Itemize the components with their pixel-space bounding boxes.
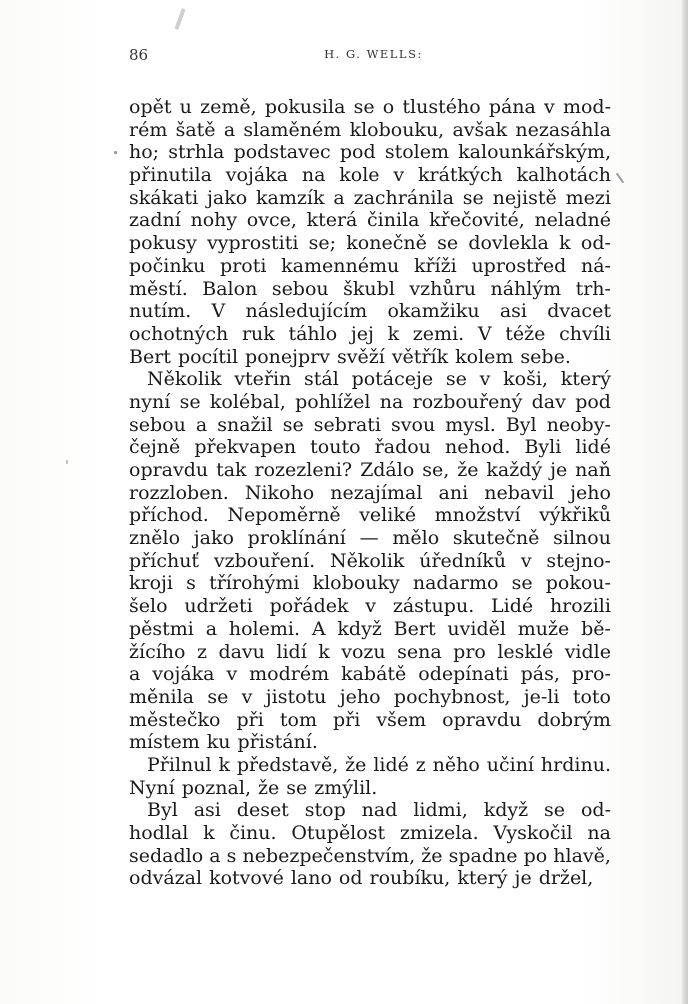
ink-speck: [114, 151, 117, 154]
text-line: přinutila vojáka na kole v krátkých kalhotách: [129, 164, 611, 187]
text-line: pěstmi a holemi. A když Bert uviděl muže bě-: [129, 617, 611, 640]
text-line: Bert pocítil ponejprv svěží větřík kolem sebe.: [129, 345, 571, 368]
page-number: 86: [129, 46, 149, 64]
text-line: nyní se kolébal, pohlížel na rozbouřený dav pod: [129, 390, 611, 413]
text-line: sedadlo a s nebezpečenstvím, že spadne po hlavě,: [129, 844, 611, 867]
text-line: opravdu tak rozezleni? Zdálo se, že každý je naň: [129, 459, 611, 481]
text-line: a vojáka v modrém kabátě odepínati pás, pro-: [129, 663, 611, 686]
text-line: Nyní poznal, že se zmýlil.: [129, 776, 378, 799]
text-line: příchod. Nepoměrně veliké množství výkřiků: [129, 504, 611, 527]
text-line: ho; strhla podstavec pod stolem kalounkářským,: [129, 141, 611, 164]
ink-speck: [66, 460, 68, 464]
text-line: městečko při tom při všem opravdu dobrým: [129, 708, 611, 731]
text-line: měnila se v jistotu jeho pochybnost, je-li toto: [129, 685, 611, 708]
text-line: odvázal kotvové lano od roubíku, který je držel,: [129, 867, 594, 890]
page-header: [129, 46, 618, 66]
text-line: počinku proti kamennému kříži uprostřed ná-: [129, 254, 611, 277]
text-line: rozzloben. Nikoho nezajímal ani nebavil jeho: [129, 481, 611, 504]
text-line: ochotných ruk táhlo jej k zemi. V téže chvíli: [129, 322, 611, 345]
text-line: hodlal k činu. Otupělost zmizela. Vyskočil na: [129, 822, 611, 844]
text-line: skákati jako kamzík a zachránila se nejistě mezi: [129, 186, 611, 209]
text-line: žícího z davu lidí k vozu sena pro lesklé vidle: [129, 640, 611, 663]
text-line: Několik vteřin stál potáceje se v koši, který: [147, 368, 611, 391]
running-head: H. G. WELLS:: [324, 47, 423, 61]
text-line: nutím. V následujícím okamžiku asi dvacet: [129, 300, 611, 323]
text-line: rém šatě a slaměném klobouku, avšak nezasáhla: [129, 118, 611, 141]
text-line: příchuť vzbouření. Několik úředníků v stejno-: [129, 549, 611, 572]
page-edge: [682, 0, 688, 1004]
text-line: sebou a snažil se sebrati svou mysl. Byl neoby-: [129, 413, 611, 436]
text-line: zadní nohy ovce, která činila křečovité, neladné: [129, 209, 611, 232]
ink-speck: [616, 173, 625, 184]
text-line: místem ku přistání.: [129, 731, 318, 754]
text-line: Byl asi deset stop nad lidmi, když se od-: [147, 799, 611, 822]
text-line: městí. Balon sebou škubl vzhůru náhlým trh-: [129, 277, 611, 300]
text-line: čejně překvapen touto řadou nehod. Byli lidé: [129, 436, 611, 459]
ink-speck: [174, 8, 185, 30]
text-line: kroji s třírohými klobouky nadarmo se pokou-: [129, 572, 611, 595]
text-line: šelo udržeti pořádek v zástupu. Lidé hrozili: [129, 595, 611, 618]
text-line: opět u země, pokusila se o tlustého pána v mod-: [129, 96, 611, 118]
text-line: znělo jako proklínání — mělo skutečně silnou: [129, 527, 611, 550]
text-line: Přilnul k představě, že lidé z něho učiní hrdinu.: [147, 753, 611, 776]
text-line: pokusy vyprostiti se; konečně se dovlekla k od-: [129, 232, 611, 255]
body-text: [129, 96, 611, 890]
